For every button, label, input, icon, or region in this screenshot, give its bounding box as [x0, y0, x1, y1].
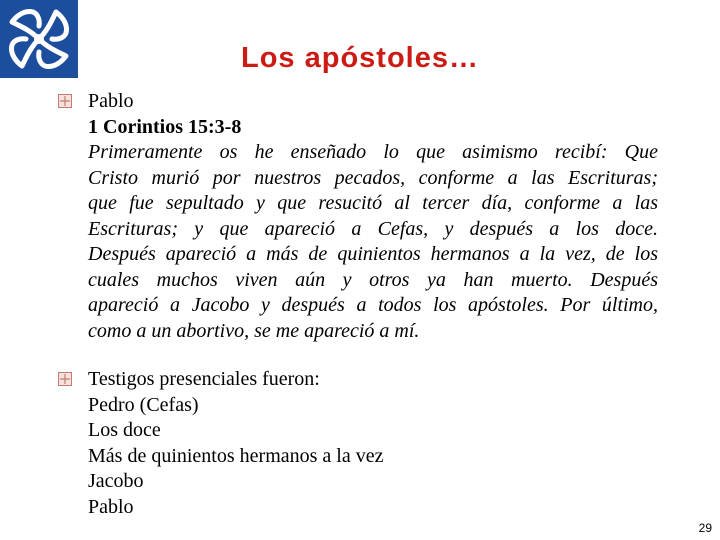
scripture-line: Después apareció a más de quinientos hermanos a la vez, de los [88, 243, 658, 265]
page-title: Los apóstoles… [241, 42, 479, 74]
bullet-heading: Testigos presenciales fueron: [88, 368, 320, 390]
bullet-item-witnesses [58, 367, 658, 520]
witness-item: Más de quinientos hermanos a la vez [88, 444, 384, 467]
page-number: 29 [698, 521, 712, 535]
scripture-line: que fue sepultado y que resucitó al tercer día, conforme a las [88, 192, 658, 214]
scripture-line: Escrituras; y que apareció a Cefas, y después a los doce. [88, 217, 658, 240]
bullet-item-pablo [58, 89, 658, 344]
scripture-line: cuales muchos viven aún y otros ya han muerto. Después [88, 268, 658, 291]
bullet-text [88, 367, 658, 520]
square-bullet-icon [58, 372, 72, 386]
scripture-line: Cristo murió por nuestros pecados, conforme a las Escrituras; [88, 166, 658, 189]
bullet-heading: Pablo [88, 90, 134, 112]
witness-item: Pedro (Cefas) [88, 393, 199, 416]
witness-item: Los doce [88, 419, 161, 441]
scripture-line: como a un abortivo, se me apareció a mí. [88, 319, 420, 342]
witness-item: Jacobo [88, 470, 144, 492]
square-bullet-icon [58, 94, 72, 108]
scripture-line: Primeramente os he enseñado lo que asimismo recibí: Que [88, 141, 658, 163]
scripture-reference: 1 Corintios 15:3-8 [88, 115, 242, 138]
witness-item: Pablo [88, 495, 134, 518]
bullet-text [88, 89, 658, 344]
scripture-line: apareció a Jacobo y después a todos los apóstoles. Por último, [88, 294, 658, 316]
